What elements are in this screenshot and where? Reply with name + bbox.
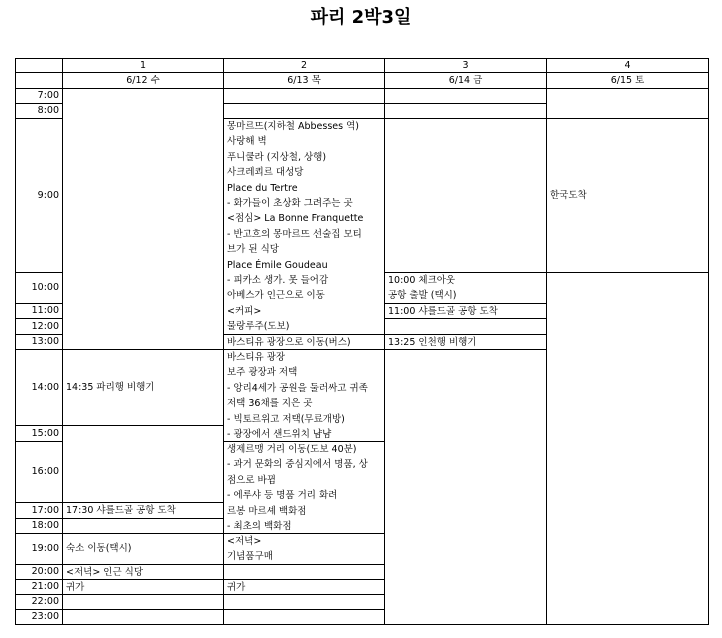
time-1900: 19:00	[16, 534, 63, 565]
day2-germain-line: 생제르맹 거리 이동(도보 40분)	[227, 444, 357, 455]
day2-montmartre-line: 사랑해 벽	[227, 136, 267, 148]
corner-cell-top	[16, 59, 63, 73]
time-0800: 8:00	[16, 104, 63, 119]
day-date-3: 6/14 금	[385, 73, 547, 89]
day1-2300-empty	[63, 610, 224, 625]
day2-montmartre-line: 아베스가 인근으로 이동	[227, 290, 325, 302]
day2-bastille-cell	[224, 350, 385, 442]
day2-bastille-line: - 광장에서 샌드위치 냠냠	[227, 429, 332, 441]
day-number-2: 2	[224, 59, 385, 73]
day2-dinner-line: <저녁>	[227, 536, 262, 547]
time-2100: 21:00	[16, 580, 63, 595]
day1-taxi: 숙소 이동(택시)	[66, 543, 132, 555]
day2-bastille-line: - 앙리4세가 공원을 둘러싸고 귀족	[227, 382, 368, 394]
day2-montmartre-line: <점심> La Bonne Franquette	[227, 213, 364, 225]
day-number-1: 1	[63, 59, 224, 73]
day-number-4: 4	[547, 59, 709, 73]
time-1100: 11:00	[16, 304, 63, 319]
day-date-1: 6/12 수	[63, 73, 224, 89]
day2-home: 귀가	[224, 580, 385, 595]
day2-montmartre-line: 푸니쿨라 (지상철, 상행)	[227, 151, 327, 163]
day3-checkout-line: 공항 출발 (택시)	[388, 290, 457, 302]
day2-montmartre-line: - 반고흐의 몽마르뜨 선술집 모티	[227, 228, 362, 240]
time-0900: 9:00	[16, 119, 63, 273]
day1-taxi-cell	[63, 534, 224, 565]
day3-checkout-line: 10:00 체크아웃	[388, 275, 456, 286]
day2-bastille-line: 보주 광장과 저택	[227, 367, 298, 379]
day1-arrive: 17:30 샤를드골 공항 도착	[63, 503, 224, 519]
day3-0700-empty	[385, 89, 547, 104]
page-title: 파리 2박3일	[310, 7, 412, 28]
time-1200: 12:00	[16, 319, 63, 335]
time-2200: 22:00	[16, 595, 63, 610]
day2-bastille-line: 저택 36채를 지은 곳	[227, 398, 313, 410]
day4-arrive-cell	[547, 119, 709, 273]
day2-2000-empty	[224, 565, 385, 580]
day2-bastille-move: 바스티유 광장으로 이동(버스)	[224, 335, 385, 350]
day3-afternoon-empty	[385, 350, 547, 625]
day2-bastille-line: 바스티유 광장	[227, 352, 286, 363]
day2-montmartre-line: <커피>	[227, 305, 262, 317]
day2-montmartre-line: - 화가들이 초상화 그려주는 곳	[227, 198, 353, 210]
day1-flight: 14:35 파리행 비행기	[66, 381, 155, 393]
day-number-3: 3	[385, 59, 547, 73]
day2-montmartre-line: Place Émile Goudeau	[227, 259, 328, 271]
day3-0800-empty	[385, 104, 547, 119]
day1-afternoon-empty	[63, 426, 224, 503]
day2-montmartre-line: 사크레쾨르 대성당	[227, 167, 304, 179]
corner-cell-bottom	[16, 73, 63, 89]
day2-montmartre-line: Place du Tertre	[227, 182, 298, 194]
day1-1800-empty	[63, 519, 224, 534]
day4-arrive: 한국도착	[550, 189, 587, 201]
day1-flight-cell	[63, 350, 224, 426]
day-date-4: 6/15 토	[547, 73, 709, 89]
day1-morning-empty	[63, 89, 224, 350]
day3-0900-empty	[385, 119, 547, 273]
day3-flight: 13:25 인천행 비행기	[385, 335, 547, 350]
day2-montmartre-cell	[224, 119, 385, 335]
day2-0800-empty	[224, 104, 385, 119]
day2-2200-empty	[224, 595, 385, 610]
day2-germain-line: - 최초의 백화점	[227, 521, 292, 533]
time-1600: 16:00	[16, 442, 63, 503]
day2-0700-empty	[224, 89, 385, 104]
day2-dinner-line: 기념품구매	[227, 551, 273, 563]
day4-morning-empty	[547, 89, 709, 119]
day2-montmartre-line: 브가 된 식당	[227, 244, 279, 256]
day2-germain-line: 점으로 바뀜	[227, 474, 276, 486]
time-2300: 23:00	[16, 610, 63, 625]
time-1400: 14:00	[16, 350, 63, 426]
time-1300: 13:00	[16, 335, 63, 350]
day2-germain-line: - 에루샤 등 명품 거리 화려	[227, 490, 338, 502]
time-1000: 10:00	[16, 273, 63, 304]
day3-cdg: 11:00 샤를드골 공항 도착	[385, 304, 547, 319]
time-1500: 15:00	[16, 426, 63, 442]
day1-home: 귀가	[63, 580, 224, 595]
day4-rest-empty	[547, 273, 709, 625]
day1-2200-empty	[63, 595, 224, 610]
time-1700: 17:00	[16, 503, 63, 519]
day2-montmartre-line: 물랑루주(도보)	[227, 321, 290, 333]
time-1800: 18:00	[16, 519, 63, 534]
day2-germain-line: 르봉 마르셰 백화점	[227, 505, 307, 517]
day1-dinner: <저녁> 인근 식당	[63, 565, 224, 580]
day2-dinner-cell	[224, 534, 385, 565]
day3-checkout-cell	[385, 273, 547, 304]
time-2000: 20:00	[16, 565, 63, 580]
time-0700: 7:00	[16, 89, 63, 104]
day3-1200-empty	[385, 319, 547, 335]
day2-montmartre-line: - 피카소 생가. 못 들어감	[227, 275, 329, 287]
day-date-2: 6/13 목	[224, 73, 385, 89]
day2-germain-line: - 과거 문화의 중심지에서 명품, 상	[227, 459, 368, 471]
day2-2300-empty	[224, 610, 385, 625]
day2-germain-cell	[224, 442, 385, 534]
day2-montmartre-line: 몽마르뜨(지하철 Abbesses 역)	[227, 121, 359, 132]
day2-bastille-line: - 빅토르위고 저택(무료개방)	[227, 413, 345, 425]
schedule-table	[15, 58, 709, 625]
